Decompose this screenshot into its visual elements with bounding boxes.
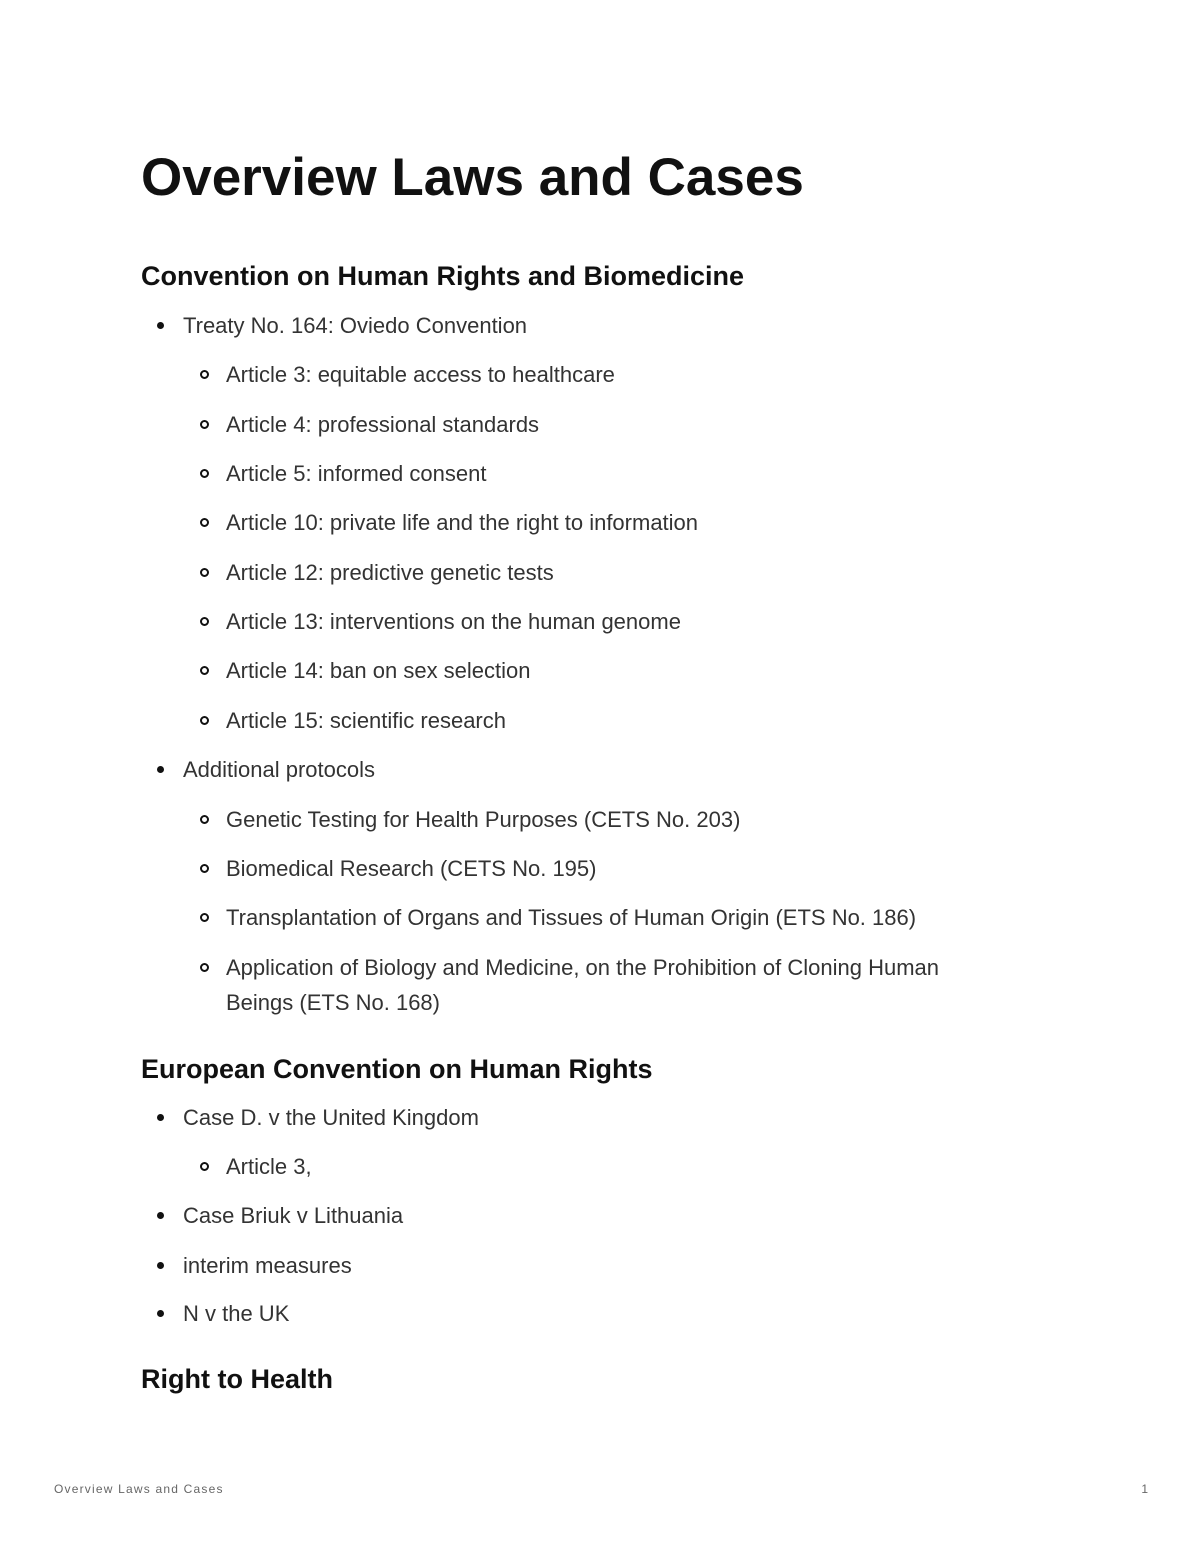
bullet-ring-icon [200, 815, 209, 824]
bullet-ring-icon [200, 864, 209, 873]
bullet-dot-icon [157, 1212, 164, 1219]
list-item-text: Biomedical Research (CETS No. 195) [226, 856, 597, 881]
list-item-text: Article 3, [226, 1154, 312, 1179]
section-heading-right-to-health: Right to Health [141, 1364, 333, 1394]
section-heading-biomedicine: Convention on Human Rights and Biomedicine [141, 261, 745, 291]
list-item [226, 407, 539, 442]
bullet-ring-icon [200, 963, 209, 972]
list-item-text: Treaty No. 164: Oviedo Convention [183, 313, 528, 338]
list-item-text: Article 12: predictive genetic tests [226, 560, 554, 585]
list-item [183, 1296, 289, 1331]
bullet-dot-icon [157, 1114, 164, 1121]
list-item-text: interim measures [183, 1253, 352, 1278]
bullet-dot-icon [157, 322, 164, 329]
list-item [183, 1198, 403, 1233]
list-item [226, 505, 698, 540]
bullet-ring-icon [200, 913, 209, 922]
list-item-text: Transplantation of Organs and Tissues of Human Origin (ETS No. 186) [226, 905, 917, 930]
list-item-text: Application of Biology and Medicine, on the Prohibition of Cloning Human Beings (ETS No. 168) [226, 955, 939, 1015]
list-item [226, 653, 531, 688]
list-item [226, 456, 486, 491]
bullet-ring-icon [200, 666, 209, 675]
list-item-text: N v the UK [183, 1301, 290, 1326]
list-item [226, 1149, 312, 1184]
page-title: Overview Laws and Cases [141, 148, 804, 207]
bullet-ring-icon [200, 568, 209, 577]
list-item [226, 703, 506, 738]
list-item [226, 555, 554, 590]
list-item-text: Article 4: professional standards [226, 412, 540, 437]
list-item-text: Additional protocols [183, 757, 376, 782]
footer-title: Overview Laws and Cases [54, 1482, 224, 1496]
list-item [183, 1248, 352, 1283]
list-item [226, 851, 596, 886]
list-item-text: Article 10: private life and the right to information [226, 510, 699, 535]
list-item-text: Article 13: interventions on the human genome [226, 609, 681, 634]
bullet-ring-icon [200, 716, 209, 725]
list-item [226, 357, 615, 392]
list-item [226, 950, 1006, 1020]
list-item [183, 752, 375, 787]
bullet-ring-icon [200, 420, 209, 429]
section-heading-echr: European Convention on Human Rights [141, 1054, 653, 1084]
list-item [183, 308, 527, 343]
list-item-text: Genetic Testing for Health Purposes (CETS No. 203) [226, 807, 741, 832]
list-item-text: Article 15: scientific research [226, 708, 506, 733]
list-item-text: Case Briuk v Lithuania [183, 1203, 404, 1228]
bullet-dot-icon [157, 1310, 164, 1317]
list-item-text: Case D. v the United Kingdom [183, 1105, 479, 1130]
bullet-ring-icon [200, 370, 209, 379]
list-item [226, 900, 916, 935]
list-item-text: Article 5: informed consent [226, 461, 487, 486]
list-item-text: Article 14: ban on sex selection [226, 658, 531, 683]
bullet-dot-icon [157, 1262, 164, 1269]
list-item-text: Article 3: equitable access to healthcare [226, 362, 615, 387]
bullet-ring-icon [200, 518, 209, 527]
footer-page-number: 1 [1141, 1482, 1148, 1496]
bullet-ring-icon [200, 1162, 209, 1171]
bullet-ring-icon [200, 469, 209, 478]
bullet-ring-icon [200, 617, 209, 626]
list-item [226, 604, 681, 639]
bullet-dot-icon [157, 766, 164, 773]
list-item [226, 802, 740, 837]
list-item [183, 1100, 479, 1135]
